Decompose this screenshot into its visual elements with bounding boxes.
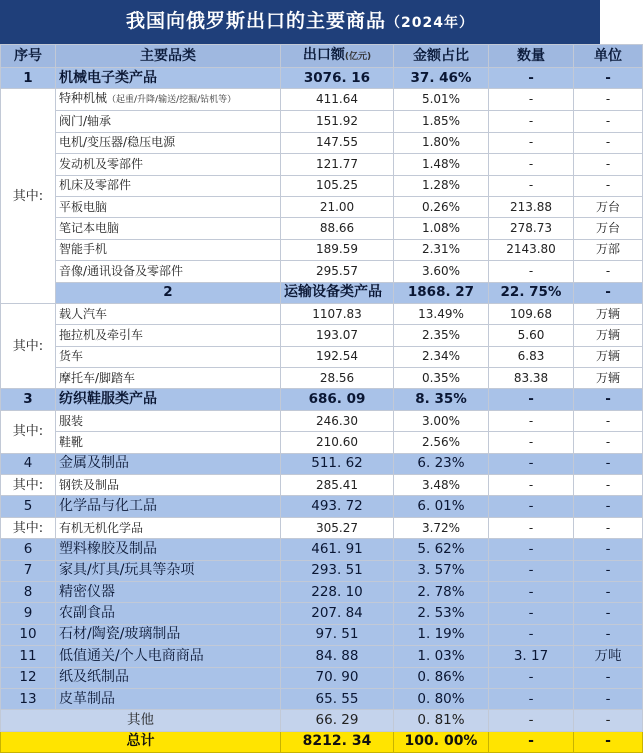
row-unit: - [574,432,643,453]
row-quantity: - [489,89,574,111]
row-category [56,132,281,153]
table-row [1,261,643,282]
row-amount: 66. 29 [281,710,394,731]
table-row [1,410,643,431]
row-unit: - [574,453,643,474]
row-category-label: 运输设备类产品 [284,284,382,301]
row-unit: 万辆 [574,325,643,346]
row-group-label: 其中: [1,517,56,538]
table-row [1,389,643,410]
table-row [1,368,643,389]
row-seq: 6 [1,539,56,560]
row-unit: 万辆 [574,368,643,389]
row-amount: 192.54 [281,346,394,367]
row-unit: - [574,624,643,645]
row-unit: - [574,261,643,282]
row-share: 1.48% [394,154,489,175]
row-unit: - [574,68,643,89]
row-unit: 万台 [574,196,643,217]
table-row [1,132,643,153]
row-amount: 1868. 27 [394,282,489,303]
row-unit: - [574,154,643,175]
row-quantity: 2143.80 [489,239,574,260]
row-share: 3.72% [394,517,489,538]
row-amount: 293. 51 [281,560,394,581]
row-unit: - [574,389,643,410]
table-title [0,0,600,44]
row-quantity: - [489,539,574,560]
row-category-label: 纺织鞋服类产品 [59,391,157,408]
row-category-label: 平板电脑 [59,199,108,214]
row-unit: - [574,603,643,624]
row-amount: 147.55 [281,132,394,153]
row-share: 37. 46% [394,68,489,89]
row-category [56,111,281,132]
row-quantity: - [489,517,574,538]
row-share: 13.49% [394,303,489,324]
row-category-label: 智能手机 [59,242,108,257]
row-category [56,389,281,410]
row-share: 6. 01% [394,496,489,517]
title-year: （2024年） [386,15,474,31]
header-seq: 序号 [1,45,56,68]
row-unit: - [574,667,643,688]
row-category-note: （起重/升降/输送/挖掘/钻机等） [107,95,237,106]
row-amount: 246.30 [281,410,394,431]
row-quantity: - [489,432,574,453]
row-amount: 1107.83 [281,303,394,324]
row-category [56,89,281,111]
row-category-label: 摩托车/脚踏车 [59,370,136,385]
row-quantity: - [489,710,574,731]
row-category: 其他 [1,710,281,731]
row-unit: - [574,581,643,602]
row-quantity: - [489,68,574,89]
row-share: 0.26% [394,196,489,217]
table-row [1,218,643,239]
table-row [1,346,643,367]
row-seq: 5 [1,496,56,517]
table-row [1,196,643,217]
table-row [1,667,643,688]
row-seq: 1 [1,68,56,89]
row-amount: 411.64 [281,89,394,111]
row-share: 2. 78% [394,581,489,602]
row-share: 1. 19% [394,624,489,645]
table-row [1,453,643,474]
row-share: 1. 03% [394,646,489,667]
row-quantity: - [489,389,574,410]
row-category [56,303,281,324]
row-seq: 12 [1,667,56,688]
row-amount: 305.27 [281,517,394,538]
table-row [1,282,643,303]
row-category-label: 音像/通讯设备及零部件 [59,263,184,278]
row-quantity: 5.60 [489,325,574,346]
row-category-label: 机床及零部件 [59,178,132,193]
row-quantity: - [489,111,574,132]
row-category-label: 机械电子类产品 [59,69,157,86]
row-amount: 151.92 [281,111,394,132]
row-category [56,346,281,367]
table-row [1,303,643,324]
row-amount: 193.07 [281,325,394,346]
header-share: 金额占比 [394,45,489,68]
table-row [1,111,643,132]
row-category-label: 皮革制品 [59,690,115,707]
row-unit: - [574,132,643,153]
row-quantity: 278.73 [489,218,574,239]
row-unit: 万台 [574,218,643,239]
row-category [56,646,281,667]
row-category-label: 精密仪器 [59,583,115,600]
row-quantity: - [489,603,574,624]
row-share: 6. 23% [394,453,489,474]
row-category [56,581,281,602]
row-category [56,453,281,474]
header-amount [281,45,394,68]
row-share: 0. 86% [394,667,489,688]
row-category-label: 农副食品 [59,605,115,622]
row-category-label: 笔记本电脑 [59,221,120,236]
row-unit: 万部 [574,239,643,260]
row-unit: - [574,175,643,196]
row-share: 2.31% [394,239,489,260]
row-category-label: 电机/变压器/稳压电源 [59,135,176,150]
table-row [1,688,643,709]
row-category-label: 载人汽车 [59,306,108,321]
row-unit: - [574,475,643,496]
row-quantity: - [489,688,574,709]
row-category [56,432,281,453]
row-quantity: - [489,475,574,496]
row-unit: - [574,731,643,752]
row-unit: 万辆 [574,346,643,367]
row-unit: - [574,688,643,709]
row-share: 1.85% [394,111,489,132]
row-category-label: 发动机及零部件 [59,156,144,171]
row-amount: 21.00 [281,196,394,217]
row-amount: 511. 62 [281,453,394,474]
row-share: 1.08% [394,218,489,239]
row-amount: 285.41 [281,475,394,496]
row-share: 2. 53% [394,603,489,624]
row-amount: 295.57 [281,261,394,282]
row-amount: 70. 90 [281,667,394,688]
row-amount: 105.25 [281,175,394,196]
row-category-label: 拖拉机及牵引车 [59,327,144,342]
row-seq: 3 [1,389,56,410]
row-share: 1.80% [394,132,489,153]
row-category: 总计 [1,731,281,752]
row-group-label: 其中: [1,410,56,453]
row-seq: 11 [1,646,56,667]
row-share: 0. 81% [394,710,489,731]
row-category [56,624,281,645]
row-category [56,239,281,260]
row-quantity: - [489,132,574,153]
row-unit: - [574,539,643,560]
row-category [56,68,281,89]
row-category-label: 有机无机化学品 [59,520,144,535]
row-seq: 7 [1,560,56,581]
row-category-label: 纸及纸制品 [59,669,129,686]
header-amount-unit: (亿元) [344,51,372,62]
table-row [1,325,643,346]
table-row [1,68,643,89]
row-amount: 189.59 [281,239,394,260]
row-share: 5. 62% [394,539,489,560]
header-row [1,45,643,68]
table-row [1,239,643,260]
row-quantity: - [489,410,574,431]
row-quantity: - [489,731,574,752]
row-category [56,261,281,282]
row-quantity: 3. 17 [489,646,574,667]
row-category [56,517,281,538]
row-share: 3.00% [394,410,489,431]
row-unit: - [574,517,643,538]
row-category [56,218,281,239]
table-row [1,581,643,602]
title-text: 我国向俄罗斯出口的主要商品 [126,10,387,32]
row-amount: 8212. 34 [281,731,394,752]
row-group-label: 其中: [1,303,56,389]
row-share: 1.28% [394,175,489,196]
row-amount: 493. 72 [281,496,394,517]
table-row [1,603,643,624]
row-share: 0.35% [394,368,489,389]
row-quantity: - [489,453,574,474]
header-category: 主要品类 [56,45,281,68]
row-category [281,282,394,303]
row-seq: 8 [1,581,56,602]
row-category [56,368,281,389]
row-amount: 228. 10 [281,581,394,602]
row-amount: 88.66 [281,218,394,239]
table-row [1,624,643,645]
table-row [1,89,643,111]
row-share: 3. 57% [394,560,489,581]
row-unit: - [574,111,643,132]
row-amount: 121.77 [281,154,394,175]
row-seq: 4 [1,453,56,474]
row-unit: 万吨 [574,646,643,667]
row-quantity: - [574,282,643,303]
row-category-label: 阀门/轴承 [59,114,112,129]
row-quantity: 6.83 [489,346,574,367]
header-amount-label: 出口额 [302,46,345,63]
row-category [56,410,281,431]
row-category [56,154,281,175]
row-amount: 207. 84 [281,603,394,624]
row-quantity: - [489,581,574,602]
row-amount: 97. 51 [281,624,394,645]
row-seq: 2 [56,282,281,303]
row-quantity: - [489,667,574,688]
row-unit: 万辆 [574,303,643,324]
row-category-label: 低值通关/个人电商商品 [59,647,204,664]
row-category-label: 钢铁及制品 [59,477,120,492]
row-share: 3.60% [394,261,489,282]
row-amount: 65. 55 [281,688,394,709]
row-category [56,496,281,517]
row-amount: 686. 09 [281,389,394,410]
row-category-label: 塑料橡胶及制品 [59,540,157,557]
row-quantity: 213.88 [489,196,574,217]
row-amount: 3076. 16 [281,68,394,89]
row-category-label: 金属及制品 [59,455,129,472]
table-row [1,154,643,175]
row-category [56,688,281,709]
row-share: 5.01% [394,89,489,111]
table-row [1,175,643,196]
table-row [1,432,643,453]
table-row [1,496,643,517]
table-row [1,517,643,538]
row-quantity: - [489,261,574,282]
row-share: 2.35% [394,325,489,346]
row-category [56,475,281,496]
row-category-label: 家具/灯具/玩具等杂项 [59,562,195,579]
table-row [1,646,643,667]
row-share: 0. 80% [394,688,489,709]
row-category-label: 货车 [59,349,84,364]
row-unit: - [574,410,643,431]
row-unit: - [574,89,643,111]
row-amount: 84. 88 [281,646,394,667]
row-quantity: 109.68 [489,303,574,324]
row-seq: 10 [1,624,56,645]
row-category [56,325,281,346]
table-body [1,68,643,753]
table-row [1,560,643,581]
row-category-label: 化学品与化工品 [59,498,157,515]
row-quantity: - [489,496,574,517]
row-quantity: 83.38 [489,368,574,389]
row-amount: 461. 91 [281,539,394,560]
row-seq: 13 [1,688,56,709]
row-quantity: - [489,175,574,196]
row-share: 2.34% [394,346,489,367]
header-quantity: 数量 [489,45,574,68]
row-group-label: 其中: [1,475,56,496]
row-share: 3.48% [394,475,489,496]
export-table [0,44,643,753]
row-category-label: 石材/陶瓷/玻璃制品 [59,626,181,643]
row-category-label: 鞋靴 [59,434,84,449]
table-row [1,710,643,731]
row-share: 22. 75% [489,282,574,303]
row-group-label: 其中: [1,89,56,304]
row-share: 100. 00% [394,731,489,752]
row-category [56,667,281,688]
row-quantity: - [489,560,574,581]
row-unit: - [574,496,643,517]
row-share: 8. 35% [394,389,489,410]
row-category-label: 服装 [59,413,84,428]
table-row [1,539,643,560]
row-category [56,560,281,581]
row-quantity: - [489,624,574,645]
table-row [1,731,643,752]
row-amount: 28.56 [281,368,394,389]
row-quantity: - [489,154,574,175]
row-unit: - [574,560,643,581]
row-category [56,539,281,560]
header-unit: 单位 [574,45,643,68]
row-unit: - [574,710,643,731]
row-seq: 9 [1,603,56,624]
row-category [56,175,281,196]
row-category [56,196,281,217]
table-row [1,475,643,496]
row-amount: 210.60 [281,432,394,453]
row-category [56,603,281,624]
row-share: 2.56% [394,432,489,453]
row-category-label: 特种机械 [59,91,108,106]
